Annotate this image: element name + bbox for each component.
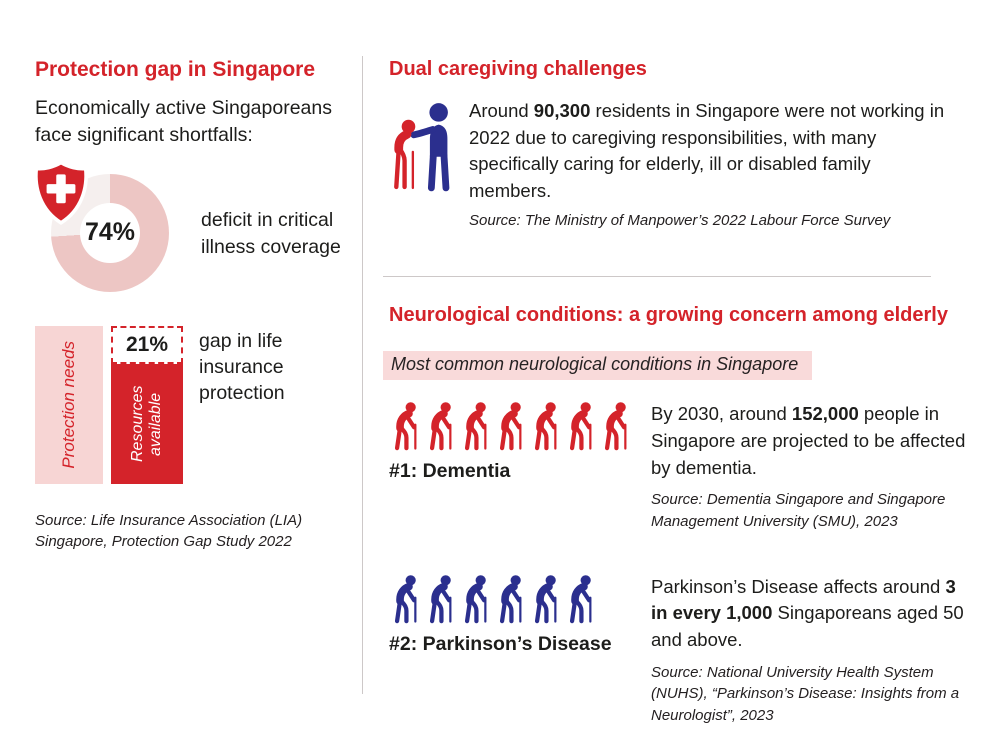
critical-illness-donut-block: [35, 170, 345, 298]
parkinsons-text-block: [651, 574, 967, 742]
dementia-row: [389, 401, 967, 547]
caregiving-source: Source: The Ministry of Manpower’s 2022 Labour Force Survey: [469, 211, 891, 229]
elderly-person-with-cane-icon: [494, 401, 528, 451]
dementia-label: #1: Dementia: [389, 460, 511, 483]
resources-available-bar: [111, 326, 183, 484]
parkinsons-pictograph: [389, 574, 651, 742]
vertical-divider: [362, 56, 363, 694]
protection-needs-bar: [35, 326, 103, 484]
life-insurance-bar-chart: [35, 326, 345, 484]
text-segment: By 2030, around: [651, 403, 792, 425]
parkinsons-paragraph: [651, 574, 967, 654]
elderly-person-with-cane-icon: [389, 401, 423, 451]
parkinsons-stat: 3 in every 1,000: [651, 575, 956, 624]
elderly-person-with-cane-icon: [424, 574, 458, 624]
caregiver-icon: [389, 100, 463, 194]
resources-available-label: Resources available: [129, 385, 164, 462]
elderly-person-with-cane-icon: [599, 401, 633, 451]
resources-available-fill: [111, 364, 183, 484]
text-segment: Parkinson’s Disease affects around: [651, 575, 946, 597]
dementia-stat: 152,000: [791, 403, 859, 425]
protection-gap-subtitle: Economically active Singaporeans face significant shortfalls:: [35, 97, 332, 147]
text-segment: Singaporeans aged 50 and above.: [651, 602, 964, 650]
bar-chart-caption: gap in life insurance protection: [199, 329, 285, 405]
horizontal-divider: [383, 276, 931, 277]
section-title-neurological: Neurological conditions: a growing concern among elderly: [389, 304, 948, 327]
neuro-highlight-banner: Most common neurological conditions in Singapore: [383, 351, 812, 380]
dementia-pictograph: [389, 401, 651, 547]
protection-gap-source: Source: Life Insurance Association (LIA) Singapore, Protection Gap Study 2022: [35, 511, 303, 551]
donut-chart: [35, 170, 187, 298]
caregiving-block: [389, 98, 967, 246]
parkinsons-row: [389, 574, 967, 742]
dementia-text-block: [651, 401, 967, 547]
right-column: [389, 58, 967, 742]
parkinsons-source: Source: National University Health System (NUHS), “Parkinson’s Disease: Insights from a Neurologist”, 2023: [651, 663, 960, 724]
elderly-person-with-cane-icon: [494, 574, 528, 624]
elderly-person-with-cane-icon: [529, 401, 563, 451]
protection-gap-section: [35, 58, 345, 568]
elderly-person-with-cane-icon: [529, 574, 563, 624]
gap-value-label: 21%: [125, 332, 169, 356]
section-title-caregiving: Dual caregiving challenges: [389, 58, 647, 80]
caregiving-stat: 90,300: [533, 100, 591, 121]
dementia-source: Source: Dementia Singapore and Singapore Management University (SMU), 2023: [651, 491, 946, 530]
text-segment: Around: [469, 100, 534, 121]
dementia-paragraph: [651, 401, 967, 481]
section-title-protection-gap: Protection gap in Singapore: [35, 58, 316, 81]
parkinsons-icon-row: [389, 574, 651, 624]
text-segment: people in Singapore are projected to be affected by dementia.: [651, 403, 966, 478]
elderly-person-with-cane-icon: [459, 574, 493, 624]
elderly-person-with-cane-icon: [424, 401, 458, 451]
resources-available-label-wrap: [111, 364, 183, 484]
text-segment: residents in Singapore were not working in 2022 due to caregiving responsibilities, with many specifically caring for elderly, ill or disabled family members.: [469, 100, 945, 201]
gap-dashed-box: [111, 326, 183, 364]
protection-needs-label: Protection needs: [59, 340, 79, 469]
elderly-person-with-cane-icon: [564, 574, 598, 624]
protection-needs-label-wrap: [35, 326, 103, 484]
shield-cross-icon: [29, 160, 93, 230]
caregiving-paragraph: [469, 98, 955, 205]
elderly-person-with-cane-icon: [459, 401, 493, 451]
caregiving-text-block: [469, 98, 955, 246]
donut-caption: deficit in critical illness coverage: [201, 209, 341, 258]
parkinsons-label: #2: Parkinson’s Disease: [389, 632, 612, 655]
dementia-icon-row: [389, 401, 651, 451]
donut-value-label: 74%: [84, 218, 136, 247]
elderly-person-with-cane-icon: [389, 574, 423, 624]
elderly-person-with-cane-icon: [564, 401, 598, 451]
